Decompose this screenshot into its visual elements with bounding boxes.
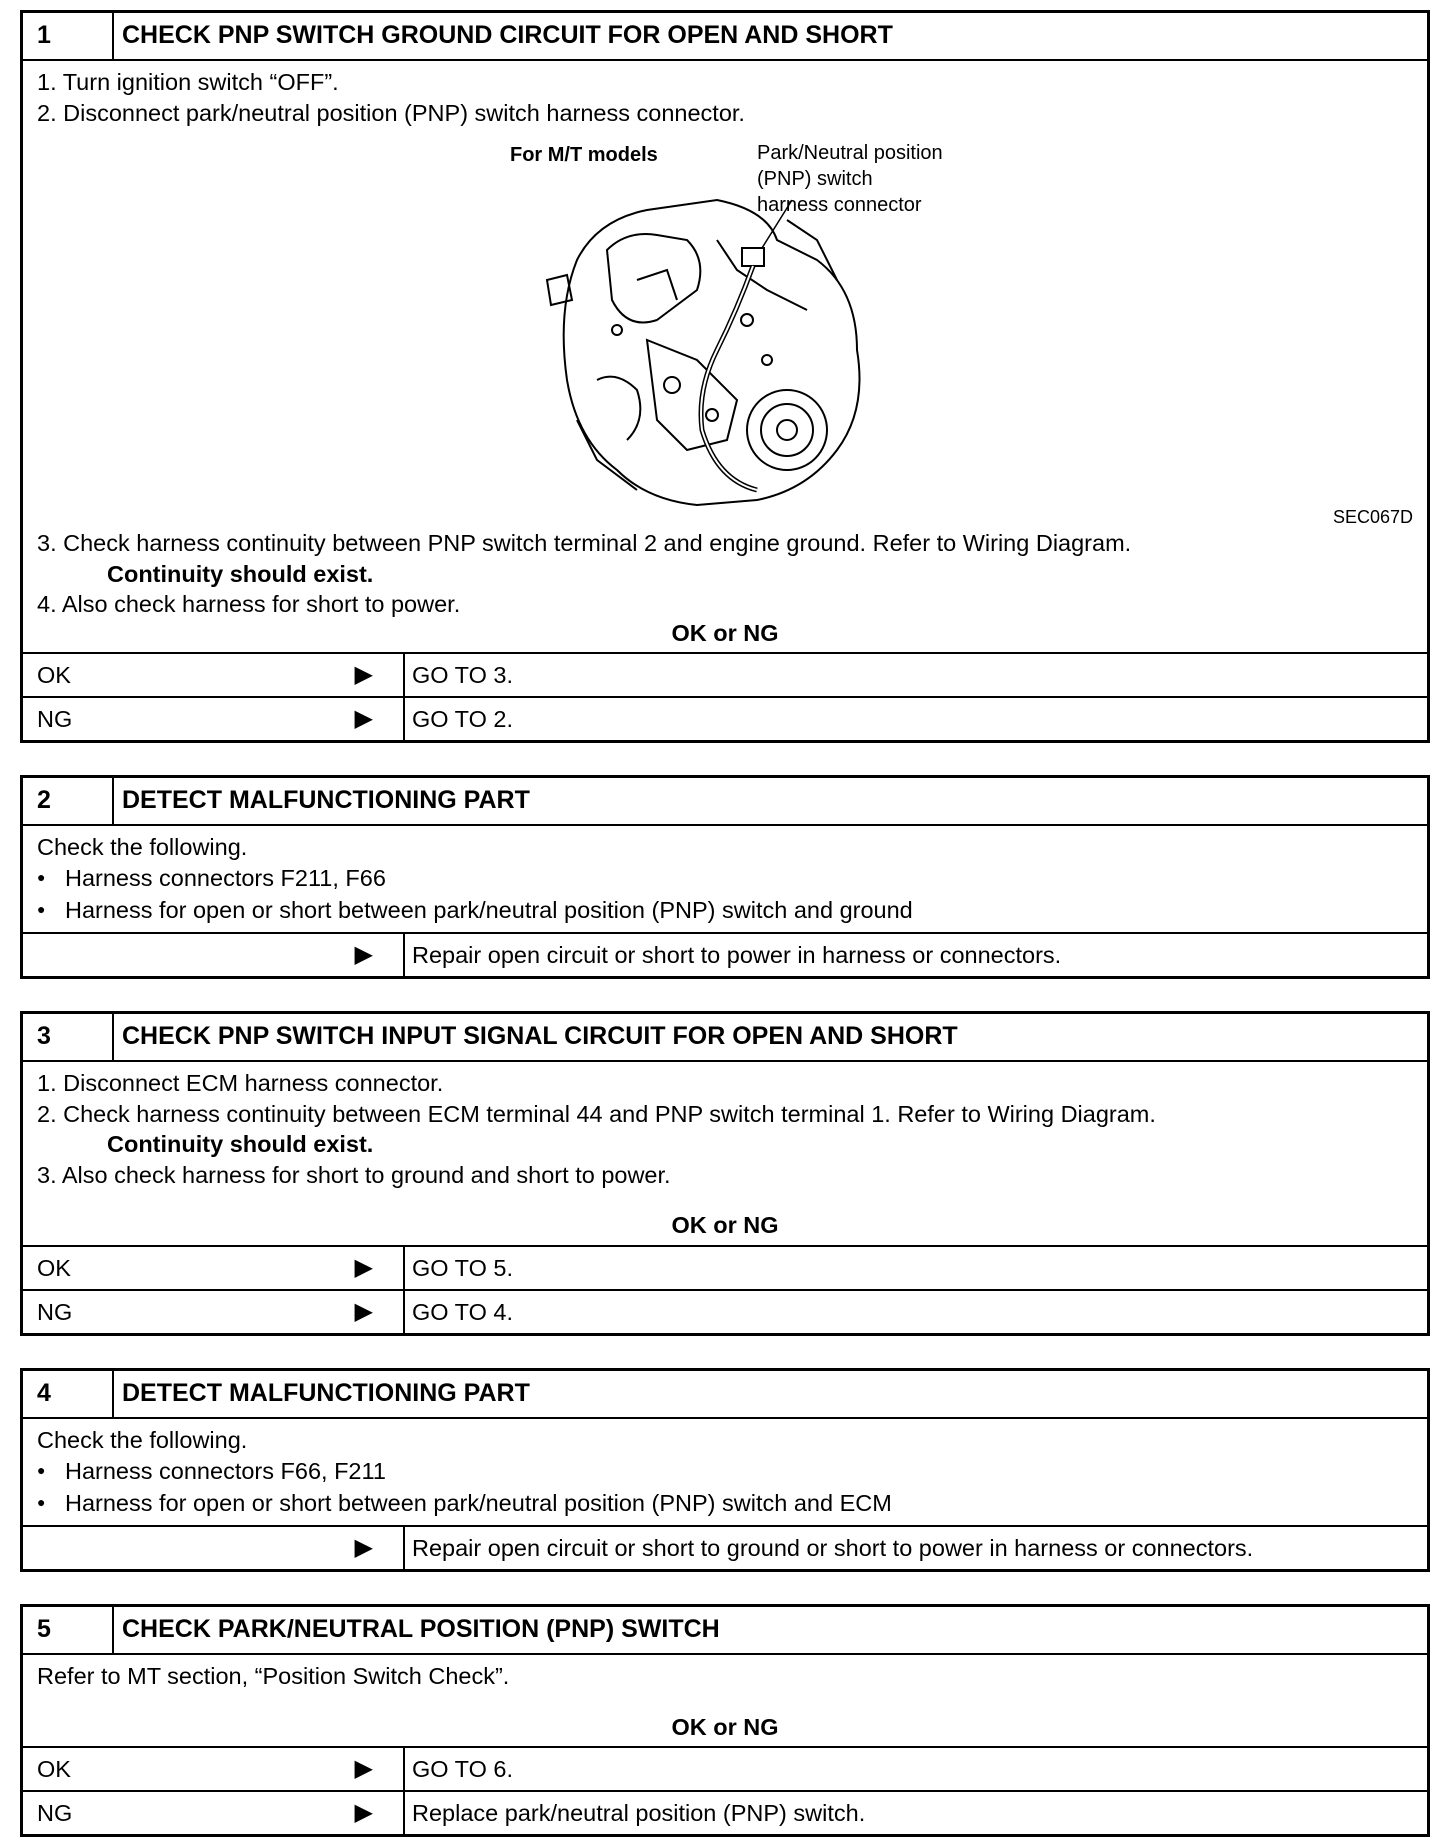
arrow-icon: ▶ — [354, 1534, 373, 1561]
result-action: Replace park/neutral position (PNP) switch. — [412, 1800, 866, 1826]
arrow-icon: ▶ — [354, 1755, 373, 1782]
arrow-icon: ▶ — [354, 661, 373, 688]
step-title: DETECT MALFUNCTIONING PART — [122, 786, 530, 814]
result-label: NG — [37, 1800, 73, 1826]
step-body — [23, 1655, 1427, 1692]
step-title: CHECK PARK/NEUTRAL POSITION (PNP) SWITCH — [122, 1615, 720, 1643]
result-label: OK — [37, 1756, 71, 1782]
result-label: OK — [37, 1255, 71, 1281]
figure-code: SEC067D — [1332, 507, 1413, 527]
step-header — [23, 1607, 1427, 1655]
condition-text: Continuity should exist. — [107, 1131, 374, 1157]
step-5-block — [20, 1604, 1430, 1837]
result-label: OK — [37, 662, 71, 688]
result-action: Repair open circuit or short to ground or short to power in harness or connectors. — [412, 1535, 1254, 1561]
arrow-icon: ▶ — [354, 1298, 373, 1325]
step-4-block — [20, 1368, 1430, 1572]
step-number: 1 — [23, 13, 114, 59]
arrow-icon: ▶ — [354, 705, 373, 732]
bullet-item: ● Harness connectors F66, F211 — [37, 1456, 1427, 1488]
instruction-line: 2. Check harness continuity between ECM terminal 44 and PNP switch terminal 1. Refer to Wiring Diagram. — [37, 1100, 1156, 1127]
ok-ng-label: OK or NG — [671, 1714, 779, 1740]
step-title: CHECK PNP SWITCH INPUT SIGNAL CIRCUIT FOR OPEN AND SHORT — [122, 1022, 958, 1050]
step-body — [23, 826, 1427, 927]
instruction-line: 1. Turn ignition switch “OFF”. — [37, 69, 339, 95]
result-action: GO TO 5. — [412, 1255, 513, 1281]
instruction-line: 3. Also check harness for short to ground and short to power. — [37, 1161, 671, 1188]
result-action: GO TO 6. — [412, 1756, 513, 1782]
step-number: 2 — [23, 778, 114, 824]
result-row — [23, 1746, 1427, 1790]
result-row — [23, 696, 1427, 740]
result-label: NG — [37, 1299, 73, 1325]
step-header — [23, 778, 1427, 826]
intro-text: Check the following. — [37, 1427, 248, 1453]
intro-text: Check the following. — [37, 834, 248, 860]
result-action: GO TO 4. — [412, 1299, 513, 1325]
step-number: 3 — [23, 1014, 114, 1060]
callout-line: (PNP) switch — [757, 168, 873, 190]
step-3-block — [20, 1011, 1430, 1336]
step-body — [23, 1062, 1427, 1190]
condition-text: Continuity should exist. — [107, 560, 374, 587]
step-title: DETECT MALFUNCTIONING PART — [122, 1379, 530, 1407]
step-header — [23, 1371, 1427, 1419]
ok-ng-label: OK or NG — [671, 1212, 779, 1238]
transmission-drawing — [537, 180, 897, 520]
bullet-item: ● Harness for open or short between park/neutral position (PNP) switch and ground — [37, 895, 1427, 927]
arrow-icon: ▶ — [354, 941, 373, 968]
instruction-line: 4. Also check harness for short to power. — [37, 591, 461, 617]
result-row — [23, 1245, 1427, 1289]
callout-line: harness connector — [757, 194, 922, 216]
step-title: CHECK PNP SWITCH GROUND CIRCUIT FOR OPEN AND SHORT — [122, 21, 893, 49]
step-body — [23, 1419, 1427, 1520]
instruction-line: 1. Disconnect ECM harness connector. — [37, 1070, 444, 1096]
bullet-item: ● Harness for open or short between park/neutral position (PNP) switch and ECM — [37, 1488, 1427, 1520]
step-header — [23, 1014, 1427, 1062]
result-action: Repair open circuit or short to power in harness or connectors. — [412, 942, 1062, 968]
result-action: GO TO 2. — [412, 706, 513, 732]
instruction-line: 2. Disconnect park/neutral position (PNP) switch harness connector. — [37, 99, 745, 126]
instruction-line: 3. Check harness continuity between PNP switch terminal 2 and engine ground. Refer to Wiring Diagram. — [37, 530, 1132, 556]
step-number: 4 — [23, 1371, 114, 1417]
bullet-item: ● Harness connectors F211, F66 — [37, 863, 1427, 895]
result-row — [23, 1525, 1427, 1569]
step-number: 5 — [23, 1607, 114, 1653]
result-row — [23, 932, 1427, 976]
arrow-icon: ▶ — [354, 1799, 373, 1826]
arrow-icon: ▶ — [354, 1254, 373, 1281]
step-1-block — [20, 10, 1430, 743]
step-body — [23, 61, 1427, 620]
result-row — [23, 652, 1427, 696]
result-row — [23, 1790, 1427, 1834]
result-action: GO TO 3. — [412, 662, 513, 688]
step-header — [23, 13, 1427, 61]
result-row — [23, 1289, 1427, 1333]
transmission-figure — [37, 128, 1427, 528]
intro-text: Refer to MT section, “Position Switch Check”. — [37, 1663, 510, 1689]
ok-ng-label: OK or NG — [671, 620, 779, 646]
callout-line: Park/Neutral position — [757, 142, 943, 164]
result-label: NG — [37, 706, 73, 732]
figure-caption: For M/T models — [510, 144, 658, 166]
step-2-block — [20, 775, 1430, 979]
